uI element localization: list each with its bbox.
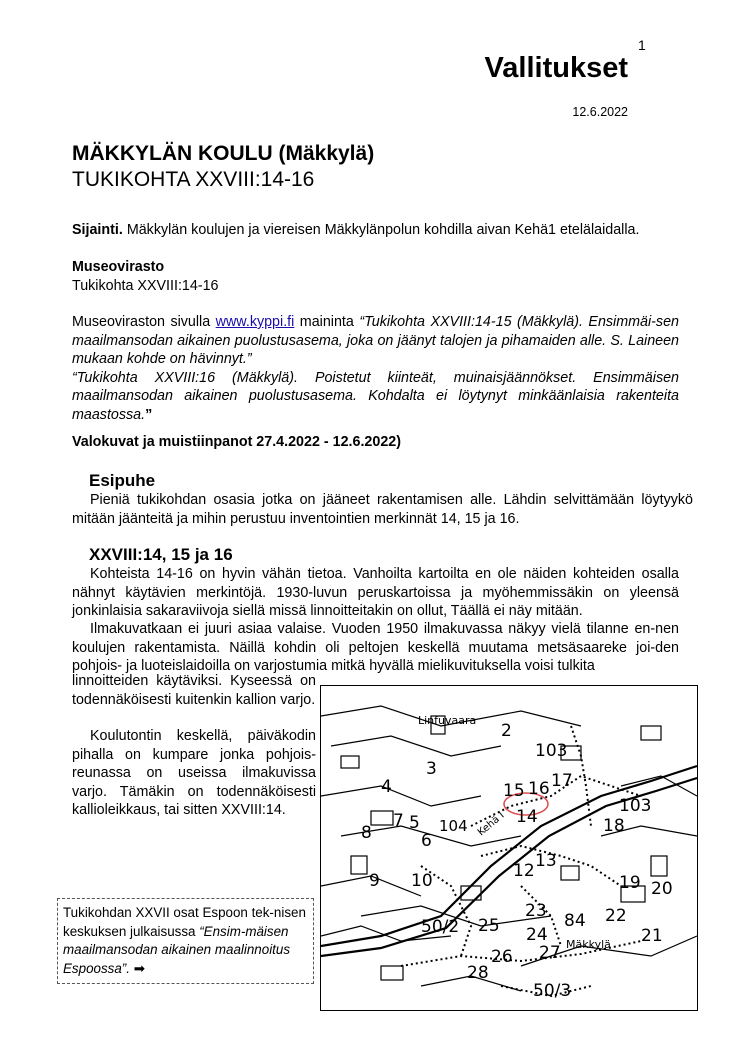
map-label-2: 2	[501, 721, 512, 741]
museum-paragraph	[72, 313, 679, 424]
map-label-4: 4	[381, 777, 392, 797]
map-label-104: 104	[439, 817, 468, 835]
museum-line: Tukikohta XXVIII:14-16	[72, 277, 219, 294]
document-date: 12.6.2022	[572, 105, 628, 119]
page-heading: MÄKKYLÄN KOULU (Mäkkylä)	[72, 142, 375, 165]
location-paragraph	[72, 221, 692, 240]
page-subheading: TUKIKOHTA XXVIII:14-16	[72, 168, 315, 191]
page-number: 1	[638, 37, 646, 53]
museum-heading: Museovirasto	[72, 259, 165, 275]
map-label-19: 19	[619, 873, 641, 893]
museum-quote-1: “Tukikohta XXVIII:14-15 (Mäkkylä). Ensimmäi-sen maailmansodan aikainen puolustusasema, joka on jäänyt talojen ja pihamaiden alle. S. Laineen mukaan kohde on hävinnyt.”	[72, 314, 679, 367]
map-figure	[320, 685, 698, 1011]
map-label-18: 18	[603, 816, 625, 836]
map-label-10: 10	[411, 871, 433, 891]
map-label-14: 14	[516, 807, 538, 827]
note-text: Tukikohdan XXVII osat Espoon tek-nisen keskuksen julkaisussa	[63, 905, 306, 939]
map-label-16: 16	[528, 779, 550, 799]
map-label-103a: 103	[535, 741, 568, 761]
preface-paragraph: Pieniä tukikohdan osasia jotka on jääneet rakentamisen alle. Lähdin selvittämään löytyykö mitään jäänteitä ja mihin perustuu inventointien merkinnät 14, 15 ja 16.	[72, 492, 693, 527]
section-heading: XXVIII:14, 15 ja 16	[89, 545, 233, 564]
map-label-9: 9	[369, 871, 380, 891]
note-publication: “Ensim-mäisen maailmansodan aikainen maalinnoitus Espoossa”.	[63, 923, 291, 976]
map-label-24: 24	[526, 925, 548, 945]
museum-intro-2: maininta	[294, 314, 360, 330]
map-label-50-2: 50/2	[421, 917, 460, 937]
preface-heading: Esipuhe	[89, 471, 156, 490]
map-label-12: 12	[513, 861, 535, 881]
map-label-27: 27	[539, 943, 561, 963]
museum-quote-2-end: ”	[145, 406, 153, 423]
map-label-26: 26	[491, 947, 513, 967]
map-label-mäkkylä: Mäkkylä	[566, 938, 611, 951]
map-label-21: 21	[641, 926, 663, 946]
map-label-13: 13	[535, 851, 557, 871]
map-label-84: 84	[564, 911, 586, 931]
map-label-28: 28	[467, 963, 489, 983]
map-label-50-3: 50/3	[533, 981, 572, 1001]
map-label-6: 6	[421, 831, 432, 851]
map-label-23: 23	[525, 901, 547, 921]
museum-intro: Museoviraston sivulla	[72, 314, 216, 330]
map-label-17: 17	[551, 771, 573, 791]
note-arrow-icon: ➡	[130, 960, 145, 976]
museum-block	[72, 258, 692, 295]
note-box	[57, 898, 314, 984]
map-label-3: 3	[426, 759, 437, 779]
location-label: Sijainti.	[72, 222, 123, 238]
map-label-5: 5	[409, 813, 420, 833]
document-title: Vallitukset	[484, 52, 628, 84]
museum-quote-2: “Tukikohta XXVIII:16 (Mäkkylä). Poistetut kiinteät, muinaisjäännökset. Ensimmäisen maailmansodan aikainen puolustusasema. Kohdalta ei löytynyt minkäänlaisia rakenteita maastossa.	[72, 369, 679, 423]
section-paragraph-1: Kohteista 14-16 on hyvin vähän tietoa. Vanhoilta kartoilta en ole näiden kohteiden osalla nähnyt käytävien merkintöjä. 1930-luvun peruskartoissa ja myöhemmissäkin on yleensä jonkinlaisia sakaraviivoja siellä missä linnoitteitakin on ollut, Täällä ei näy mitään.	[72, 566, 679, 619]
kyppi-link[interactable]: www.kyppi.fi	[215, 314, 295, 330]
map-label-linfuvaara: Linfuvaara	[418, 714, 477, 727]
location-text: Mäkkylän koulujen ja viereisen Mäkkylänpolun kohdilla aivan Kehä1 etelälaidalla.	[122, 222, 640, 238]
section-paragraph-2-cont: linnoitteiden käytäviksi. Kyseessä on todennäköisesti kuitenkin kallion varjo.	[72, 673, 316, 708]
map-svg	[321, 686, 697, 1010]
map-label-22: 22	[605, 906, 627, 926]
map-label-8: 8	[361, 823, 372, 843]
map-label-15: 15	[503, 781, 525, 801]
section-paragraph-2: Ilmakuvatkaan ei juuri asiaa valaise. Vuoden 1950 ilmakuvassa näkyy vielä tilanne en-nen koulujen rakentamista. Näillä kohdin oli peltojen keskellä muutama metsäsaareke joi-den pohjois- ja luoteislaidoilla on varjostumia mitkä hyvällä mielikuvituksella voisi tulkita	[72, 621, 679, 674]
map-labels	[361, 714, 673, 1001]
photos-heading: Valokuvat ja muistiinpanot 27.4.2022 - 12.6.2022)	[72, 434, 401, 450]
map-label-103b: 103	[619, 796, 652, 816]
map-label-kehä: Kehä I	[475, 810, 507, 839]
map-label-20: 20	[651, 879, 673, 899]
section-paragraph-3: Koulutontin keskellä, päiväkodin pihalla on kumpare jonka pohjois-reunassa on useissa ilmakuvissa varjo. Tämäkin on todennäköisesti kallioleikkaus, tai sitten XXVIII:14.	[72, 728, 316, 818]
map-label-7: 7	[393, 811, 404, 831]
map-label-25: 25	[478, 916, 500, 936]
